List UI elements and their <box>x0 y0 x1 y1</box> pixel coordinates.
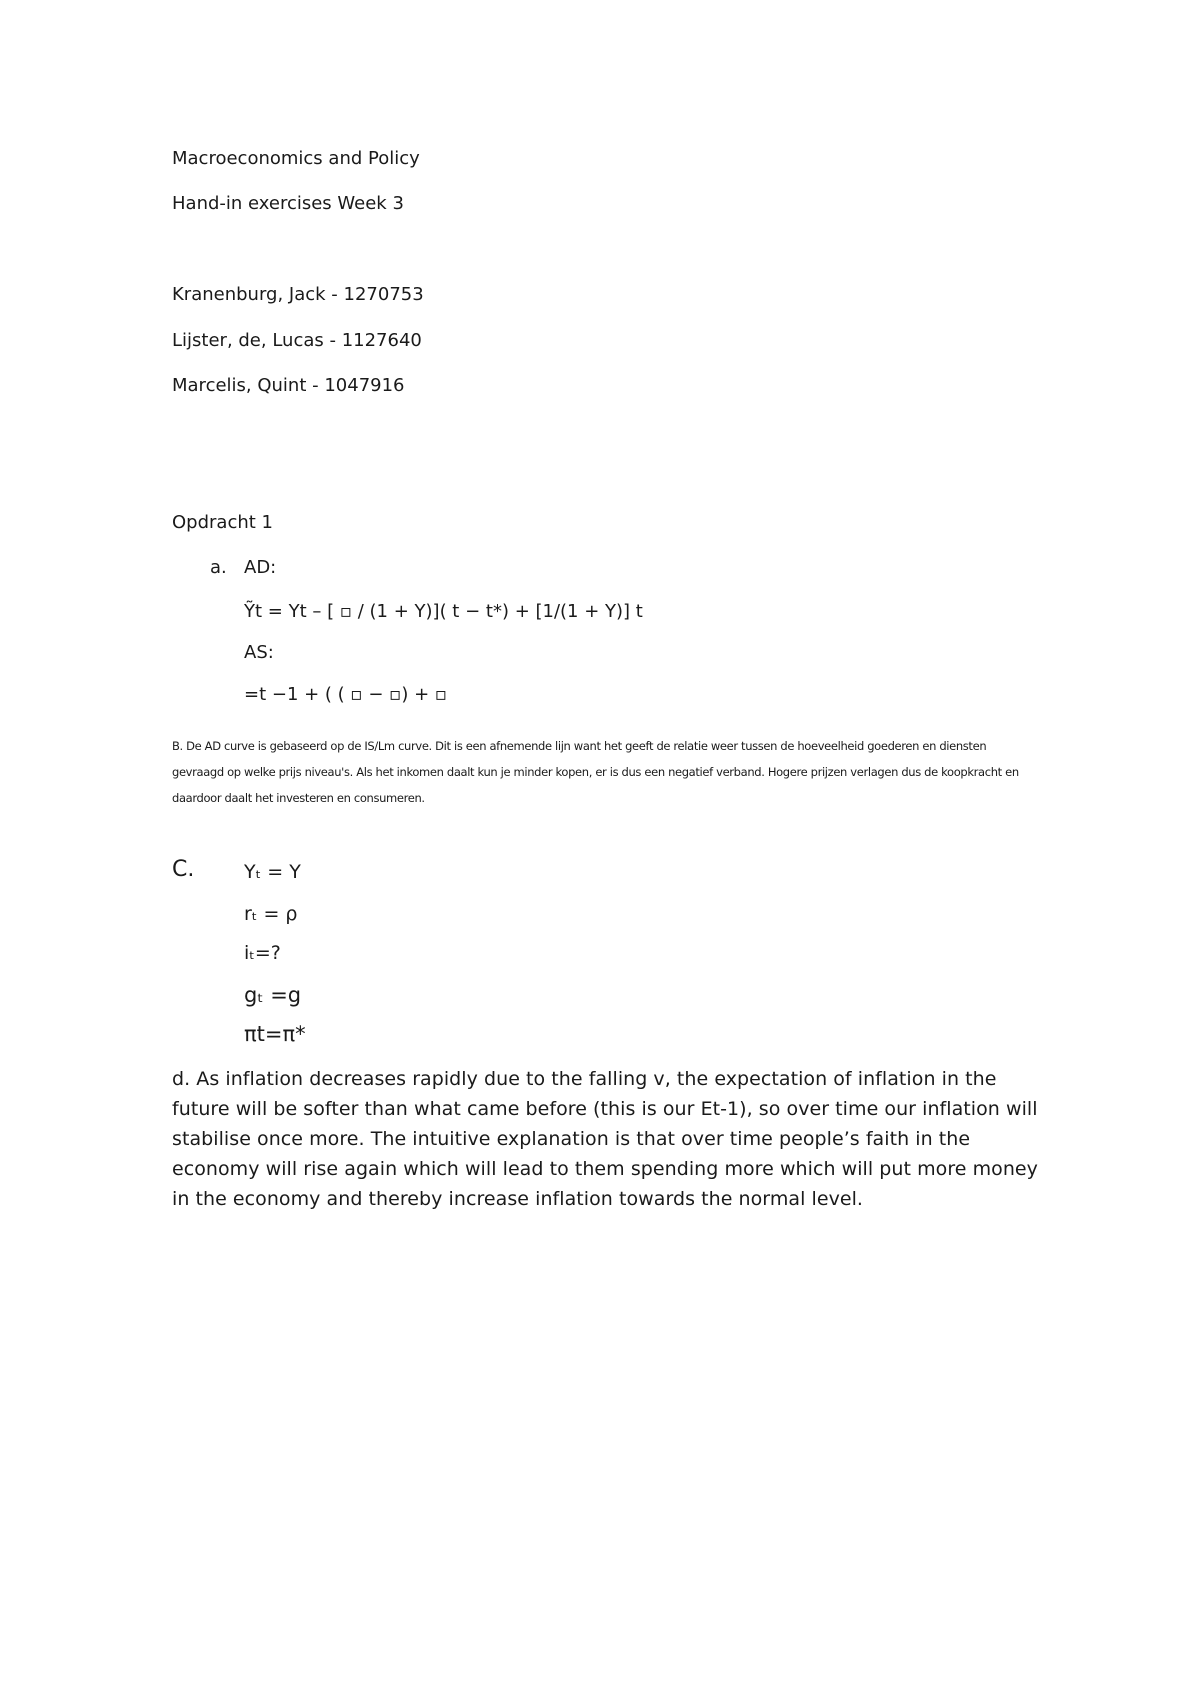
as-equation: =t −1 + ( ( ▫ − ▫) + ▫ <box>244 684 448 705</box>
author-line: Lijster, de, Lucas - 1127640 <box>172 330 422 351</box>
ad-equation: Ỹt = Yt – [ ▫ / (1 + Y)]( t − t*) + [1/(1 + Y)] t <box>244 601 643 622</box>
question-d-paragraph: d. As inflation decreases rapidly due to the falling v, the expectation of inflation in the future will be softer than what came before (this is our Et-1), so over time our inflation will stabilise once more. The intuitive explanation is that over time people’s faith in the economy will rise again which will lead to them spending more which will put more money in the economy and thereby increase inflation towards the normal level. <box>172 1068 1038 1210</box>
document-subtitle: Hand-in exercises Week 3 <box>172 193 404 214</box>
question-c-row: rₜ = ρ <box>244 903 298 925</box>
ad-label: AD: <box>244 557 277 578</box>
document-title: Macroeconomics and Policy <box>172 148 420 169</box>
question-c-row: πt=π* <box>244 1022 306 1046</box>
question-c-row: Yₜ = Y <box>244 861 301 883</box>
author-line: Kranenburg, Jack - 1270753 <box>172 284 424 305</box>
author-line: Marcelis, Quint - 1047916 <box>172 375 405 396</box>
question-c-letter: C. <box>172 857 195 882</box>
as-label: AS: <box>244 642 274 663</box>
section-heading: Opdracht 1 <box>172 512 273 533</box>
question-c-row: gₜ =g <box>244 983 302 1007</box>
question-b-paragraph: B. De AD curve is gebaseerd op de IS/Lm curve. Dit is een afnemende lijn want het geeft de relatie weer tussen de hoeveelheid goederen en diensten gevraagd op welke prijs niveau's. Als het inkomen daalt kun je minder kopen, er is dus een negatief verband. Hogere prijzen verlagen dus de koopkracht en daardoor daalt het investeren en consumeren. <box>172 739 1019 805</box>
question-c-row: iₜ=? <box>244 942 281 964</box>
question-a-letter: a. <box>210 557 227 578</box>
